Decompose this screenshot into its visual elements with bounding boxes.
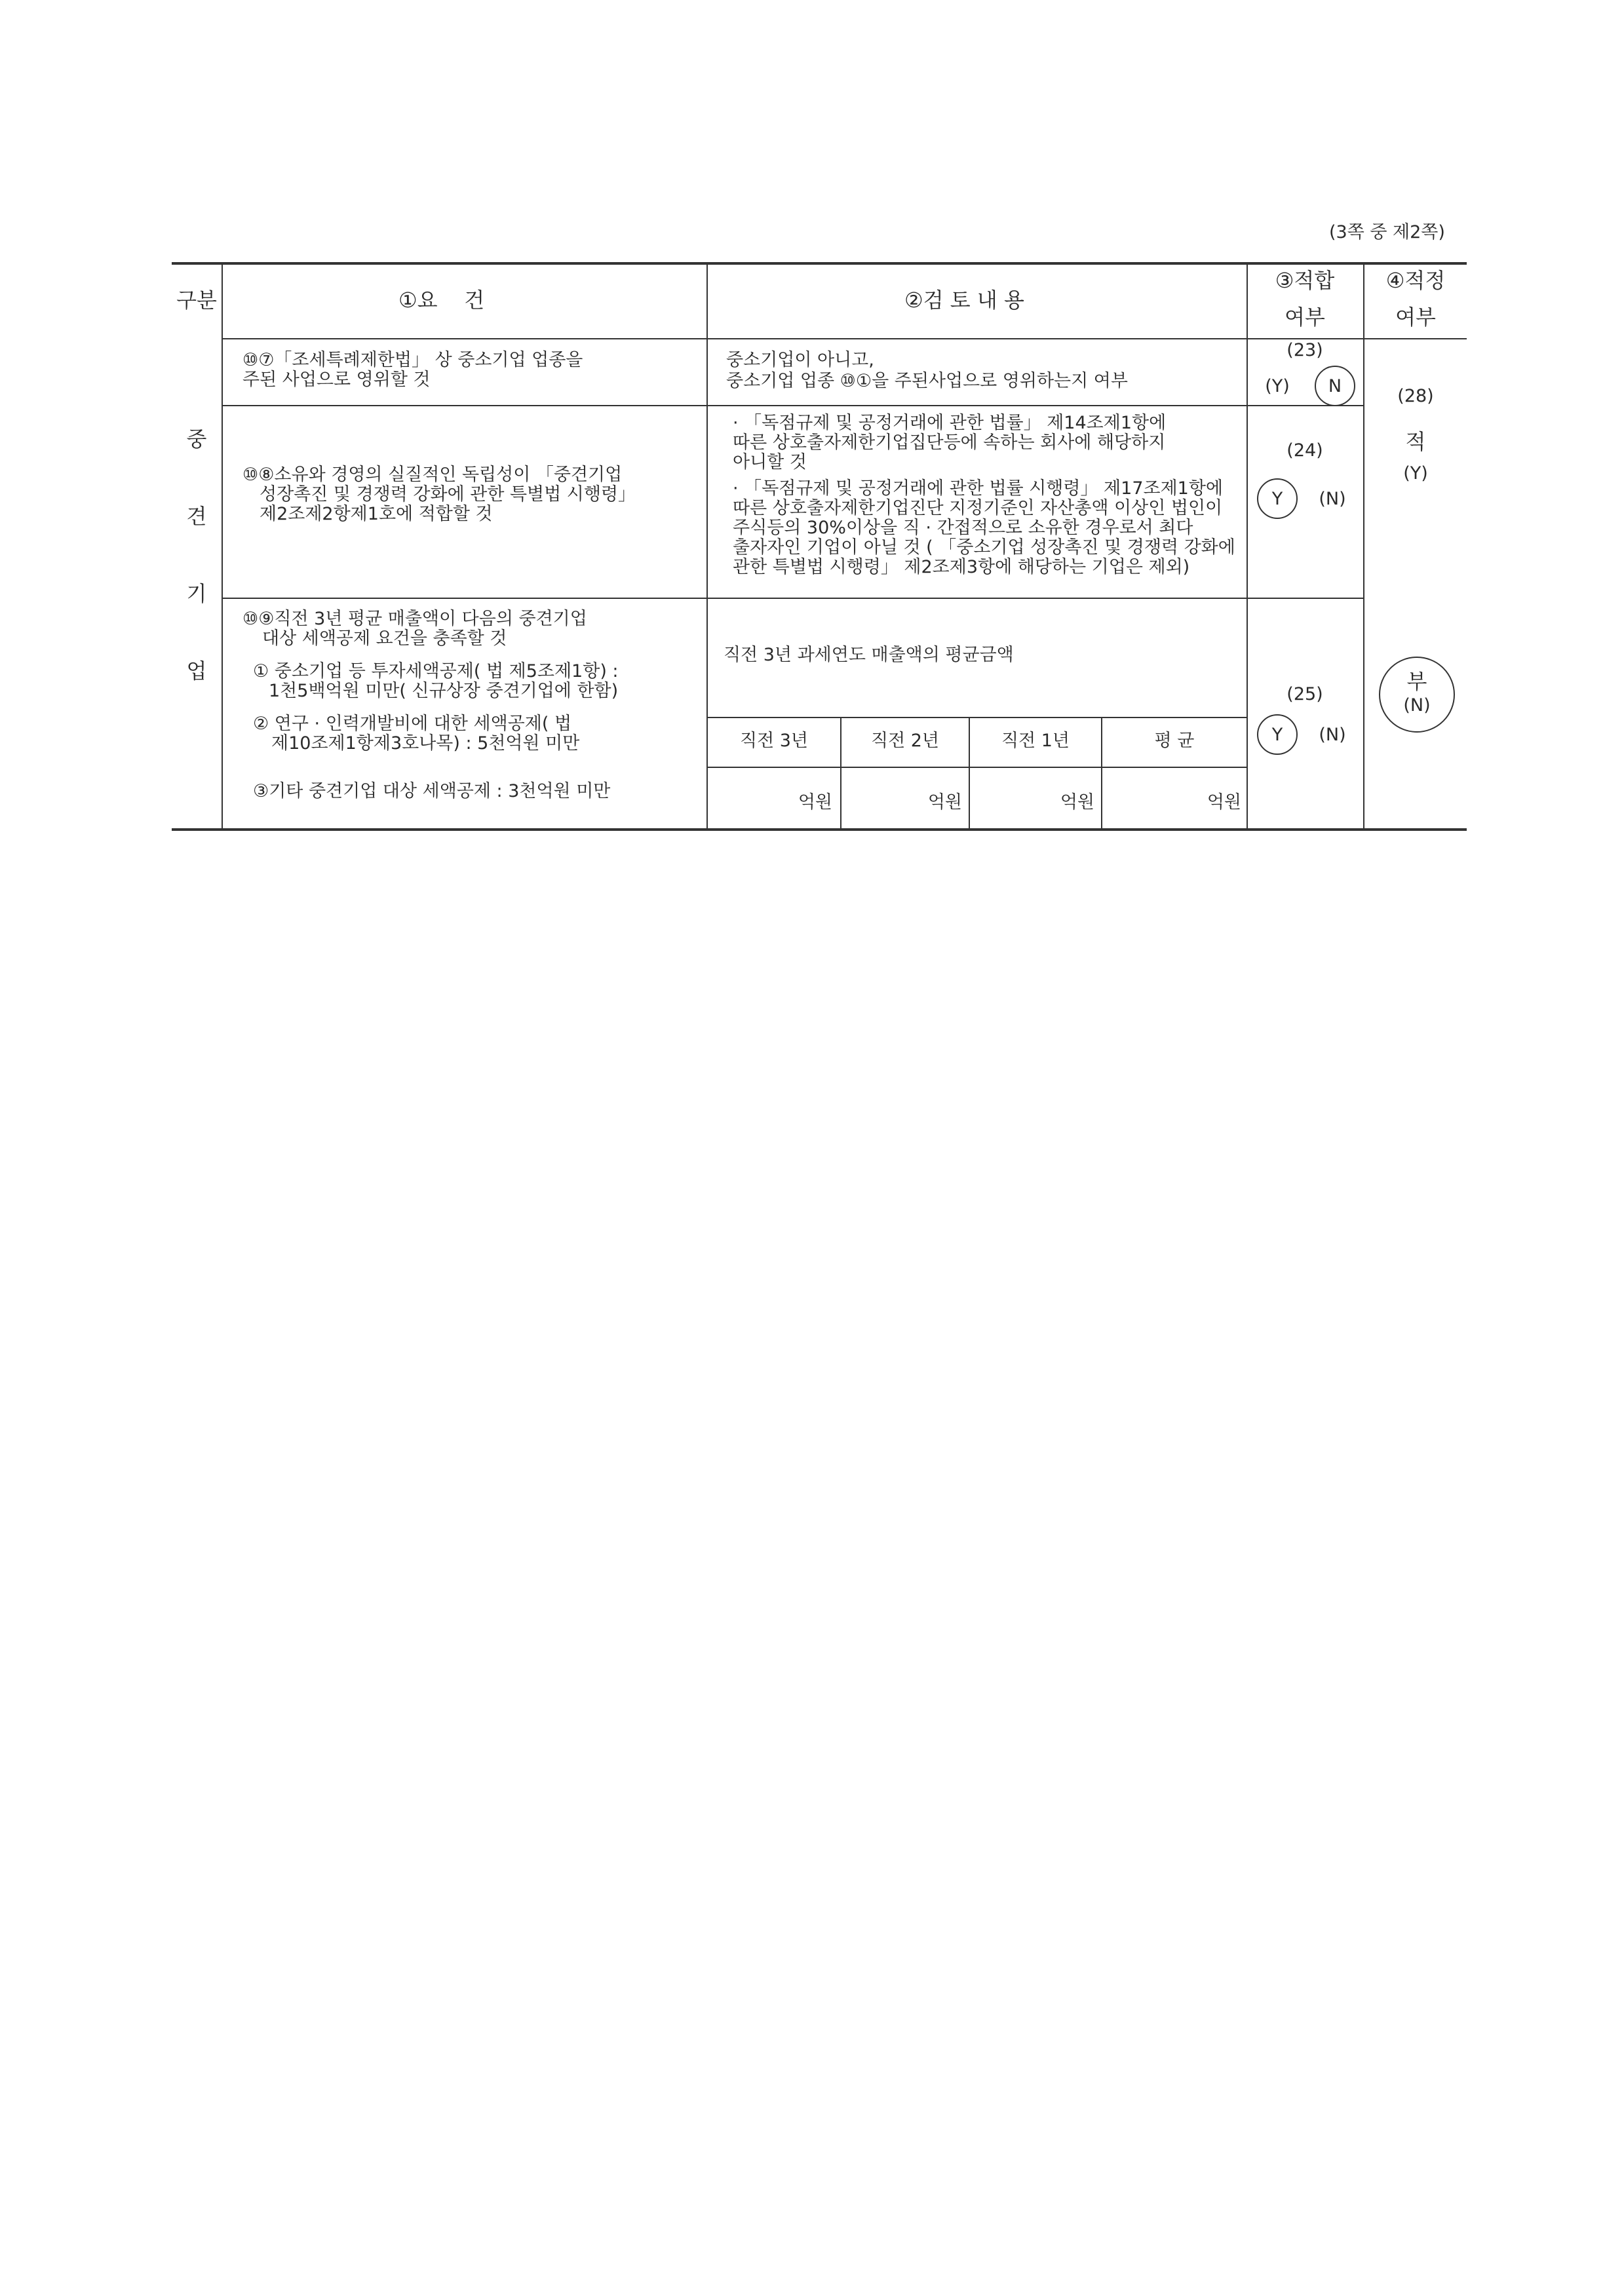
row3-fit-n: (N) [1319, 724, 1346, 745]
proper-top-char: 적 [1405, 429, 1426, 454]
row2-fit-y-selected: Y [1257, 478, 1298, 519]
category-char-3: 기 [186, 581, 207, 606]
row1-review-line1: 중소기업이 아니고, [726, 350, 874, 370]
sales-value-3y: 억원 [798, 792, 832, 813]
proper-bottom-circle [1379, 657, 1455, 733]
category-column-border [222, 263, 223, 828]
header-bottom-border [223, 338, 1467, 339]
proper-bottom-char: 부 [1406, 669, 1427, 694]
header-requirement: ①요 건 [398, 288, 485, 313]
row3-requirement-line3: ① 중소기업 등 투자세액공제( 법 제5조제1항) : [253, 661, 619, 681]
row3-review-title: 직전 3년 과세연도 매출액의 평균금액 [724, 645, 1014, 665]
sales-header-bottom-border [708, 767, 1247, 768]
row3-requirement-line5: ② 연구 · 인력개발비에 대한 세액공제( 법 [253, 714, 572, 734]
row1-review-line2: 중소기업 업종 ⑩①을 주된사업으로 영위하는지 여부 [726, 371, 1128, 391]
row1-requirement-line2: 주된 사업으로 영위할 것 [242, 370, 431, 390]
row2-review-line2: 따른 상호출자제한기업집단등에 속하는 회사에 해당하지 [733, 432, 1166, 453]
sales-header-3y: 직전 3년 [739, 731, 808, 751]
sales-header-avg: 평 균 [1154, 731, 1195, 751]
sales-value-2y: 억원 [927, 792, 962, 813]
row2-review-line6: 주식등의 30%이상을 직 · 간접적으로 소유한 경우로서 최다 [733, 518, 1193, 538]
row2-review-line7: 출자자인 기업이 아닐 것 ( 「중소기업 성장촉진 및 경쟁력 강화에 [733, 537, 1235, 558]
fit-column-border [1363, 263, 1364, 828]
category-char-4: 업 [186, 659, 207, 683]
sales-header-1y: 직전 1년 [1001, 731, 1070, 751]
row2-fit-number: (24) [1286, 440, 1323, 461]
category-char-1: 중 [186, 427, 207, 451]
row2-bottom-border [223, 598, 1363, 599]
table-bottom-border [172, 828, 1467, 831]
category-char-2: 견 [186, 504, 207, 529]
row3-requirement-line7: ③기타 중견기업 대상 세액공제 : 3천억원 미만 [253, 781, 611, 801]
row1-fit-number: (23) [1286, 340, 1323, 360]
row3-requirement-line2: 대상 세액공제 요건을 충족할 것 [262, 628, 507, 649]
sales-header-2y: 직전 2년 [870, 731, 939, 751]
header-review: ②검 토 내 용 [904, 288, 1024, 313]
row2-review-line4: · 「독점규제 및 공정거래에 관한 법률 시행령」 제17조제1항에 [733, 478, 1223, 499]
row2-review-line8: 관한 특별법 시행령」 제2조제3항에 해당하는 기업은 제외) [733, 557, 1190, 577]
header-fit-line2: 여부 [1285, 305, 1325, 330]
row2-requirement-line3: 제2조제2항제1호에 적합할 것 [260, 504, 493, 524]
row1-fit-y: (Y) [1265, 375, 1290, 396]
row3-requirement-line6: 제10조제1항제3호나목) : 5천억원 미만 [271, 733, 580, 754]
proper-bottom-code: (N) [1403, 695, 1431, 716]
header-fit-line1: ③적합 [1275, 268, 1335, 293]
sales-value-1y: 억원 [1060, 792, 1094, 813]
proper-top-code: (Y) [1403, 463, 1428, 484]
row3-fit-y-selected: Y [1257, 714, 1298, 755]
row3-fit-number: (25) [1286, 684, 1323, 704]
table-top-border [172, 262, 1467, 265]
page-label: (3쪽 중 제2쪽) [1329, 222, 1445, 242]
row2-requirement-line2: 성장촉진 및 경쟁력 강화에 관한 특별법 시행령」 [260, 484, 636, 505]
row3-requirement-line1: ⑩⑨직전 3년 평균 매출액이 다음의 중견기업 [242, 609, 587, 629]
header-category: 구분 [176, 288, 217, 313]
row2-requirement-line1: ⑩⑧소유와 경영의 실질적인 독립성이 「중견기업 [242, 465, 623, 485]
row2-review-line1: · 「독점규제 및 공정거래에 관한 법률」 제14조제1항에 [733, 413, 1167, 433]
row1-bottom-border [223, 405, 1363, 406]
header-proper-line1: ④적정 [1385, 268, 1446, 293]
row1-requirement-line1: ⑩⑦「조세특례제한법」 상 중소기업 업종을 [242, 350, 583, 370]
row1-fit-n-selected: N [1315, 366, 1355, 406]
proper-number: (28) [1397, 386, 1434, 406]
row2-fit-n: (N) [1319, 488, 1346, 509]
review-column-border [1247, 263, 1248, 828]
header-proper-line2: 여부 [1395, 305, 1436, 330]
sales-value-avg: 억원 [1207, 792, 1241, 813]
sales-header-top-border [708, 717, 1247, 718]
row2-review-line3: 아니할 것 [733, 452, 807, 472]
row2-review-line5: 따른 상호출자제한기업진단 지정기준인 자산총액 이상인 법인이 [733, 498, 1223, 518]
row3-requirement-line4: 1천5백억원 미만( 신규상장 중견기업에 한함) [269, 681, 619, 701]
